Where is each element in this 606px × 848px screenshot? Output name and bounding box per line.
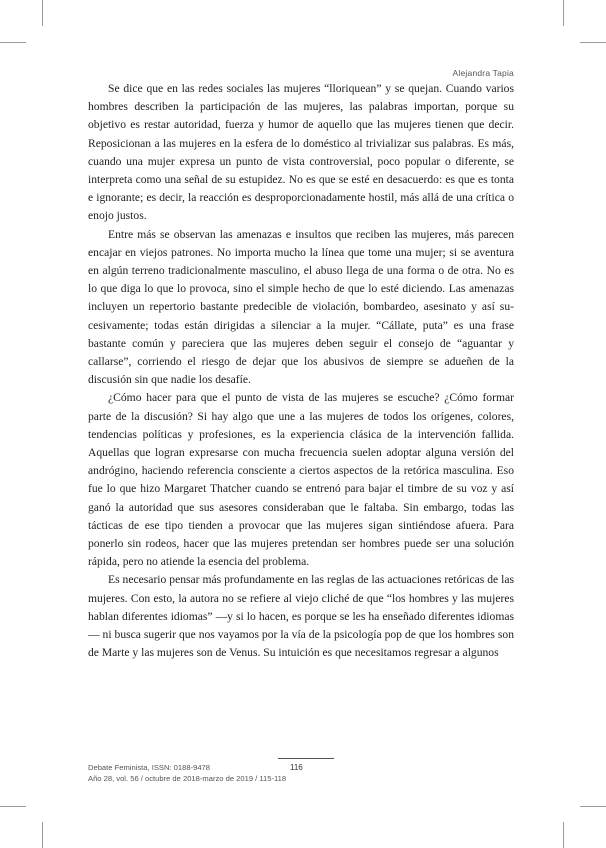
crop-mark xyxy=(563,0,564,26)
crop-mark xyxy=(580,806,606,807)
paragraph: Se dice que en las redes sociales las mujeres “lloriquean” y se quejan. Cuando varios hombres describen la participación de las mujeres, las palabras importan, porque su objetivo es restar autoridad, fuerza y humor de aquello que las mujeres tienen que decir. Reposicionan a las mujeres en la esfera de lo doméstico al trivializar sus palabras. Es más, cuando una mujer expresa un punto de vista controversial, poco popular o diferente, se interpreta como una señal de su estupidez. No es que se esté en desacuerdo: es que es tonta e ignorante; es decir, la reacción es desproporcionadamente hostil, más allá de una crítica o enojo justos. xyxy=(88,82,514,223)
crop-mark xyxy=(0,42,26,43)
crop-mark xyxy=(563,822,564,848)
crop-mark xyxy=(42,822,43,848)
paragraph: ¿Cómo hacer para que el punto de vista de las mujeres se escuche? ¿Cómo formar parte de la discusión? Si hay algo que une a las mujeres de todos los orígenes, colores, tendencias políticas y profesiones, es la experiencia clásica de la intervención fallida. Aquellas que logran expresarse con mucha frecuencia suelen adoptar alguna versión del andrógino, haciendo referencia consciente a ciertos aspectos de la retórica masculina. Eso fue lo que hizo Margaret Thatcher cuando se entrenó para bajar el timbre de su voz y así ganó la autoridad que sus asesores consideraban que le faltaba. Sin embargo, todas las tácticas de ese tipo tienden a provocar que las mujeres sigan sintiéndose afuera. Para ponerlo sin rodeos, hacer que las mujeres pretendan ser hombres puede ser una solución rápida, pero no atiende la esencia del problema. xyxy=(88,391,514,569)
article-body xyxy=(88,80,514,663)
paragraph: Es necesario pensar más profundamente en las reglas de las actuaciones retóricas de las mujeres. Con esto, la autora no se refiere al viejo cliché de que “los hombres y las mujeres hablan diferentes idiomas” —y si lo hacen, es porque se les ha enseñado diferentes idiomas— ni busca sugerir que nos vayamos por la vía de la psicología pop de que los hombres son de Marte y las mujeres son de Venus. Su intuición es que necesitamos regresar a algunos xyxy=(88,573,514,660)
running-head-author: Alejandra Tapia xyxy=(452,68,514,78)
crop-mark xyxy=(0,806,26,807)
journal-issn: Debate Feminista, ISSN: 0188-9478 xyxy=(88,763,210,772)
page-number: 116 xyxy=(290,763,303,772)
paragraph: Entre más se observan las amenazas e insultos que reciben las mujeres, más parecen encajar en viejos patrones. No importa mucho la línea que tome una mujer; si se aventura en algún terreno tradicionalmente masculino, el abuso llega de una forma o de otra. No es lo que diga lo que lo provoca, sino el simple hecho de que lo esté diciendo. Las amenazas incluyen un repertorio bastante predecible de violación, bombardeo, asesinato y así sucesivamente; todas están dirigidas a silenciar a la mujer. “Cállate, puta” es una frase bastante común y pareciera que las mujeres deben seguir el consejo de “aguantar y callarse”, corriendo el riesgo de dejar que los abusivos de siempre se adueñen de la discusión sin que nadie los desafíe. xyxy=(88,227,514,387)
crop-mark xyxy=(42,0,43,26)
issue-info: Año 28, vol. 56 / octubre de 2018-marzo de 2019 / 115-118 xyxy=(88,774,287,783)
crop-mark xyxy=(580,42,606,43)
footer-divider xyxy=(278,758,334,759)
